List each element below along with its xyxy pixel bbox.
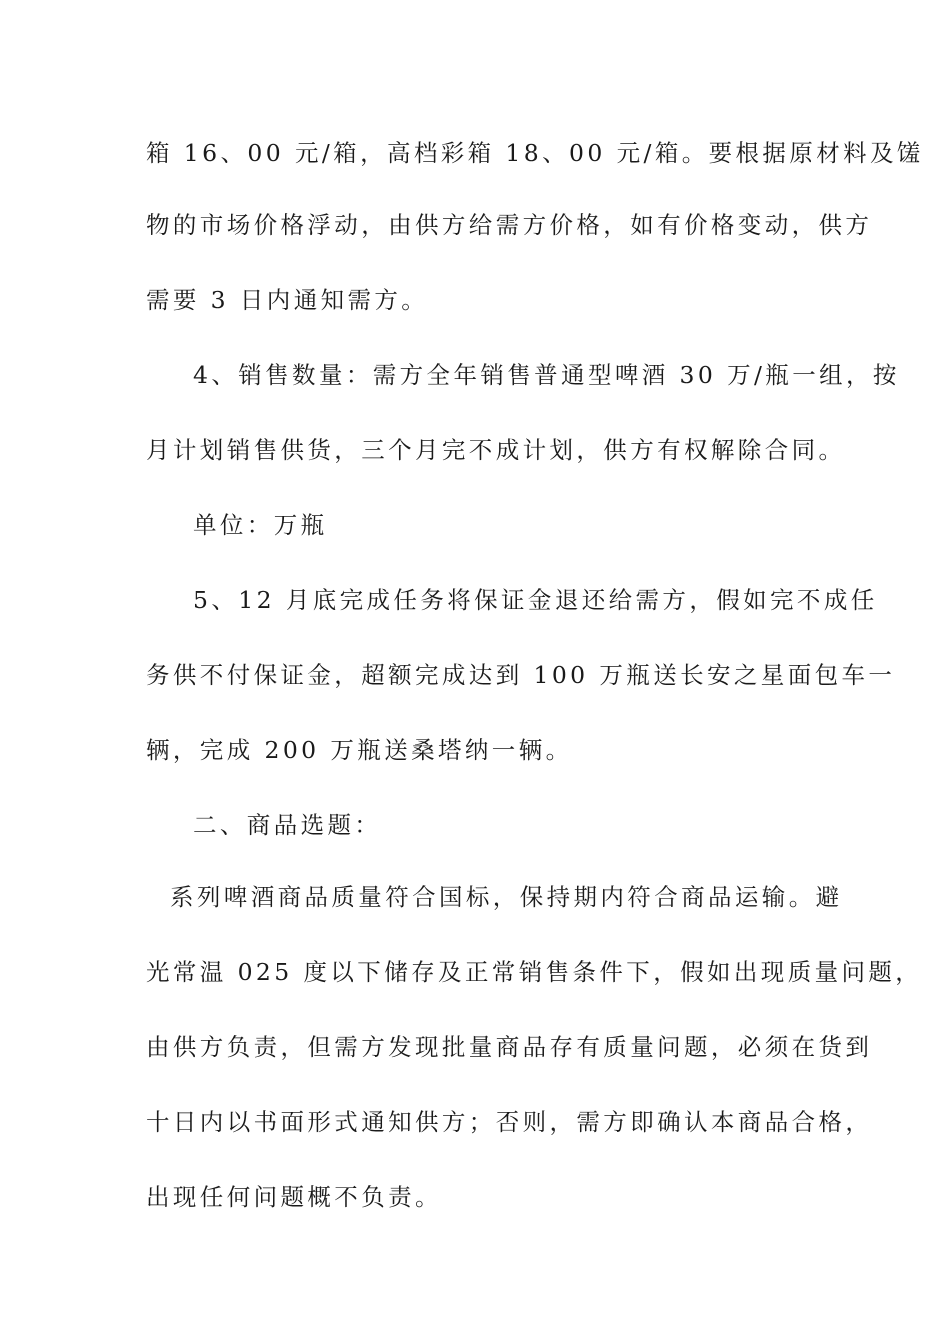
paragraph-line-14: 十日内以书面形式通知供方；否则，需方即确认本商品合格，	[146, 1108, 873, 1136]
section-heading: 二、商品选题：	[193, 811, 382, 839]
paragraph-line-4: 4、销售数量：需方全年销售普通型啤酒 30 万/瓶一组，按	[193, 361, 900, 389]
paragraph-line-1: 箱 16、00 元/箱，高档彩箱 18、00 元/箱。要根据原材料及馐	[146, 139, 924, 167]
paragraph-line-12: 光常温 025 度以下储存及正常销售条件下，假如出现质量问题，	[146, 958, 923, 986]
paragraph-line-7: 5、12 月底完成任务将保证金退还给需方，假如完不成任	[193, 586, 878, 614]
paragraph-line-8: 务供不付保证金，超额完成达到 100 万瓶送长安之星面包车一	[146, 661, 896, 689]
paragraph-line-3: 需要 3 日内通知需方。	[146, 286, 429, 314]
paragraph-line-5: 月计划销售供货，三个月完不成计划，供方有权解除合同。	[146, 436, 846, 464]
paragraph-line-9: 辆，完成 200 万瓶送桑塔纳一辆。	[146, 736, 573, 764]
paragraph-line-11: 系列啤酒商品质量符合国标，保持期内符合商品运输。避	[170, 883, 843, 911]
paragraph-line-13: 由供方负责，但需方发现批量商品存有质量问题，必须在货到	[146, 1033, 873, 1061]
unit-label: 单位：万瓶	[193, 511, 328, 539]
paragraph-line-2: 物的市场价格浮动，由供方给需方价格，如有价格变动，供方	[146, 211, 873, 239]
paragraph-line-15: 出现任何问题概不负责。	[146, 1183, 442, 1211]
